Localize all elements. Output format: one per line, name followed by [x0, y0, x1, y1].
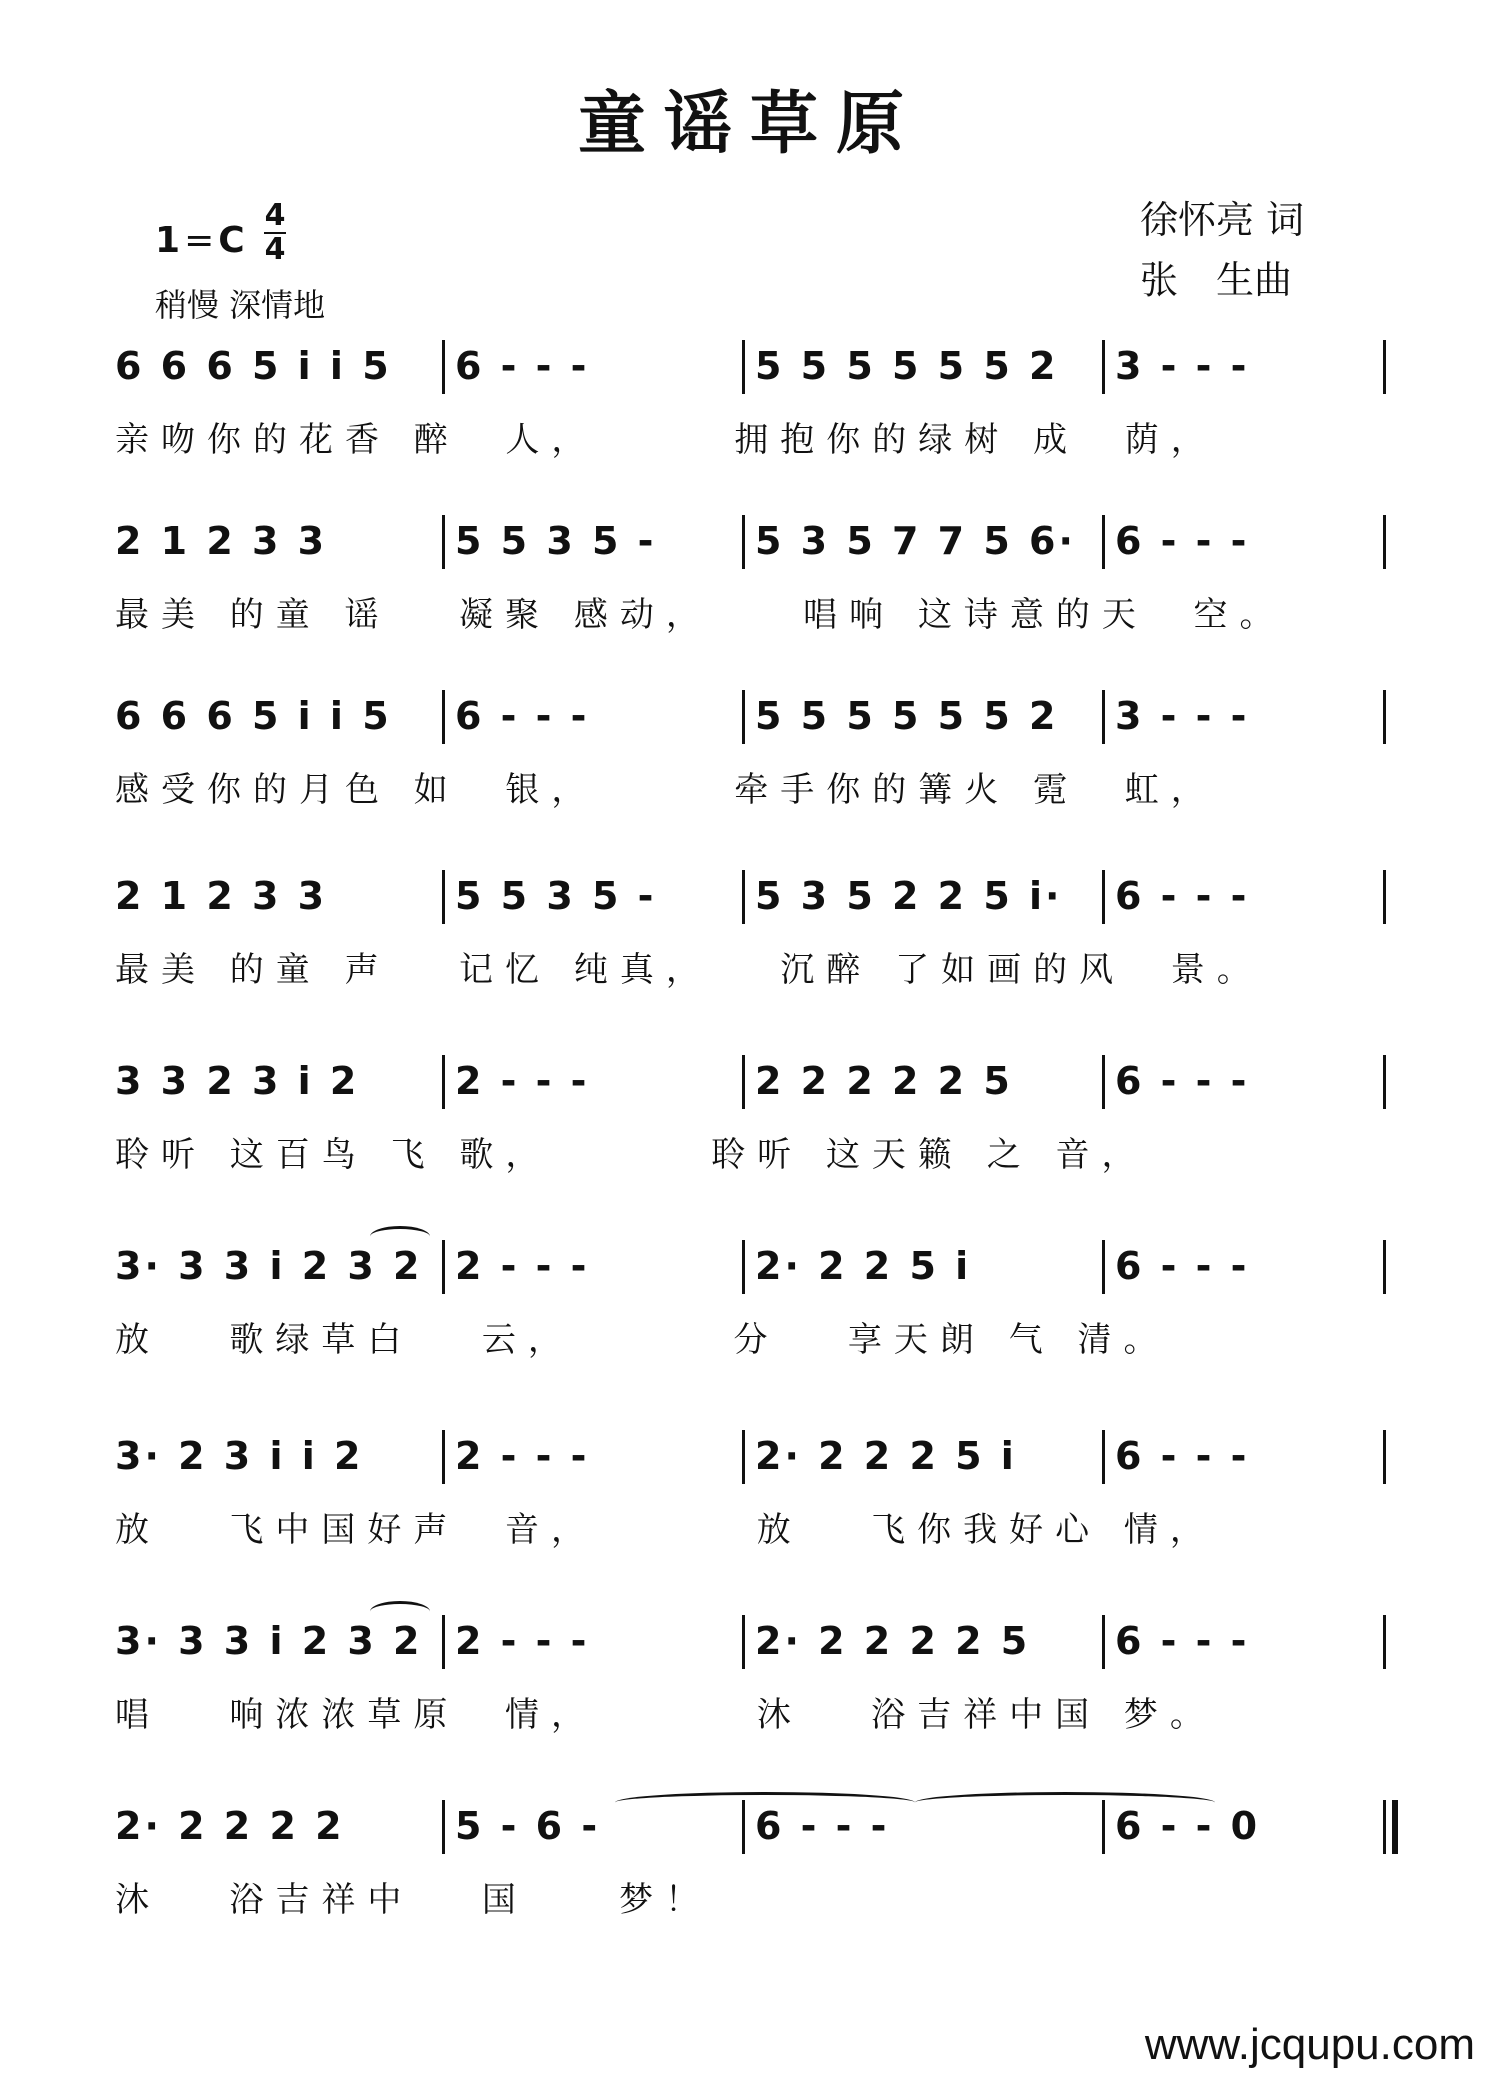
- measure: [755, 340, 1068, 410]
- score-line: [115, 1615, 1385, 1785]
- measure-notes: 6 - - -: [1115, 1434, 1250, 1478]
- measure-notes: 2 1 2 3 3: [115, 519, 328, 563]
- tie: [615, 1792, 915, 1813]
- measure: [455, 1055, 599, 1125]
- barline: [442, 340, 445, 394]
- measure: [115, 1240, 432, 1310]
- barline: [1383, 340, 1386, 394]
- lyrics-line: 沐 浴吉祥中 国 梦！: [115, 1880, 712, 1920]
- measure-notes: 6 - - -: [1115, 1244, 1250, 1288]
- lyrics-line: 最美 的童 声 记忆 纯真， 沉醉 了如画的风 景。: [115, 950, 1263, 990]
- notes-line: [115, 690, 1385, 760]
- lyrics-line: 唱 响浓浓草原 情， 沐 浴吉祥中国 梦。: [115, 1695, 1216, 1735]
- measure-notes: 2· 2 2 5 i: [755, 1244, 972, 1288]
- barline: [1383, 1430, 1386, 1484]
- website-watermark: www.jcqupu.com: [1144, 2020, 1475, 2069]
- measure: [455, 340, 599, 410]
- measure-notes: 6 - - -: [455, 694, 590, 738]
- measure: [455, 1615, 599, 1685]
- measure-notes: 3· 3 3 i 2 3 2: [115, 1619, 423, 1663]
- measure-notes: 6 - - -: [1115, 1059, 1250, 1103]
- measure: [1115, 515, 1259, 585]
- measure-notes: 5 5 5 5 5 5 2: [755, 344, 1059, 388]
- measure-notes: 2 - - -: [455, 1619, 590, 1663]
- measure: [115, 515, 337, 585]
- lyrics-line: 最美 的童 谣 凝聚 感动， 唱响 这诗意的天 空。: [115, 595, 1286, 635]
- notes-line: [115, 515, 1385, 585]
- measure-notes: 5 - 6 -: [455, 1804, 601, 1848]
- measure-notes: 2 - - -: [455, 1434, 590, 1478]
- measure-notes: 5 3 5 2 2 5 i·: [755, 874, 1063, 918]
- barline: [1102, 1240, 1105, 1294]
- lyrics-line: 感受你的月色 如 银， 牵手你的篝火 霓 虹，: [115, 770, 1217, 810]
- measure-notes: 6 - - -: [1115, 1619, 1250, 1663]
- measure: [115, 690, 402, 760]
- lyrics-line: 放 歌绿草白 云， 分 享天朗 气 清。: [115, 1320, 1170, 1360]
- measure: [455, 690, 599, 760]
- barline: [442, 1430, 445, 1484]
- measure-notes: 2 - - -: [455, 1059, 590, 1103]
- measure-notes: 5 3 5 7 7 5 6·: [755, 519, 1076, 563]
- measure-notes: 2 1 2 3 3: [115, 874, 328, 918]
- measure: [1115, 870, 1259, 940]
- barline: [442, 1800, 445, 1854]
- barline: [1102, 690, 1105, 744]
- barline: [742, 1615, 745, 1669]
- barline: [742, 1430, 745, 1484]
- measure: [455, 870, 666, 940]
- barline: [1383, 690, 1386, 744]
- measure-notes: 3 3 2 3 i 2: [115, 1059, 360, 1103]
- measure: [455, 1430, 599, 1500]
- notes-line: [115, 1055, 1385, 1125]
- measure-notes: 2· 2 2 2 5 i: [755, 1434, 1017, 1478]
- measure: [1115, 340, 1259, 410]
- measure: [455, 1800, 610, 1870]
- measure: [755, 870, 1072, 940]
- lyrics-line: 亲吻你的花香 醉 人， 拥抱你的绿树 成 荫，: [115, 420, 1217, 460]
- notes-line: [115, 1615, 1385, 1685]
- slur: [370, 1601, 430, 1622]
- measure: [1115, 690, 1259, 760]
- measure-notes: 2· 2 2 2 2 5: [755, 1619, 1031, 1663]
- measure: [755, 515, 1086, 585]
- measure-notes: 6 - - -: [1115, 874, 1250, 918]
- barline: [742, 340, 745, 394]
- notes-line: [115, 1430, 1385, 1500]
- measure: [455, 1240, 599, 1310]
- score-line: [115, 1240, 1385, 1410]
- measure: [755, 1055, 1023, 1125]
- score-line: [115, 1055, 1385, 1225]
- barline: [442, 870, 445, 924]
- barline: [442, 690, 445, 744]
- measure-notes: 2 - - -: [455, 1244, 590, 1288]
- slur: [370, 1226, 430, 1247]
- measure-notes: 3 - - -: [1115, 694, 1250, 738]
- barline: [742, 515, 745, 569]
- measure-notes: 2· 2 2 2 2: [115, 1804, 345, 1848]
- key-signature: 1 = C: [155, 220, 245, 261]
- barline: [442, 1240, 445, 1294]
- barline: [1383, 1240, 1386, 1294]
- credits: [1140, 190, 1304, 310]
- measure: [115, 1055, 369, 1125]
- measure: [115, 340, 402, 410]
- measure-notes: 6 - - -: [455, 344, 590, 388]
- measure: [755, 1240, 981, 1310]
- barline: [1102, 1615, 1105, 1669]
- notes-line: [115, 1240, 1385, 1310]
- barline: [1383, 1615, 1386, 1669]
- measure-notes: 6 6 6 5 i i 5: [115, 694, 392, 738]
- barline: [1102, 340, 1105, 394]
- measure-notes: 2 2 2 2 2 5: [755, 1059, 1013, 1103]
- measure-notes: 5 5 5 5 5 5 2: [755, 694, 1059, 738]
- score-line: [115, 1800, 1385, 1970]
- final-barline: [1383, 1800, 1398, 1854]
- notes-line: [115, 340, 1385, 410]
- barline: [1102, 515, 1105, 569]
- song-title: 童谣草原: [577, 84, 922, 164]
- measure-notes: 3· 2 3 i i 2: [115, 1434, 364, 1478]
- score-line: [115, 340, 1385, 510]
- score-line: [115, 870, 1385, 1040]
- barline: [1383, 870, 1386, 924]
- tie: [915, 1792, 1215, 1813]
- measure-notes: 6 6 6 5 i i 5: [115, 344, 392, 388]
- barline: [742, 870, 745, 924]
- tempo-marking: 稍慢 深情地: [155, 286, 326, 324]
- measure: [1115, 1615, 1259, 1685]
- measure: [455, 515, 666, 585]
- barline: [742, 1055, 745, 1109]
- measure-notes: 3· 3 3 i 2 3 2: [115, 1244, 423, 1288]
- score-line: [115, 690, 1385, 860]
- measure: [1115, 1430, 1259, 1500]
- lyrics-line: 聆听 这百鸟 飞 歌， 聆听 这天籁 之 音，: [115, 1135, 1148, 1175]
- barline: [742, 690, 745, 744]
- score-line: [115, 515, 1385, 685]
- measure: [1115, 1055, 1259, 1125]
- barline: [442, 1055, 445, 1109]
- score-line: [115, 1430, 1385, 1600]
- measure: [115, 1800, 355, 1870]
- measure-notes: 5 5 3 5 -: [455, 519, 657, 563]
- measure-notes: 6 - - 0: [1115, 1804, 1261, 1848]
- measure: [1115, 1240, 1259, 1310]
- barline: [1102, 1430, 1105, 1484]
- measure-notes: 5 5 3 5 -: [455, 874, 657, 918]
- barline: [442, 1615, 445, 1669]
- composer-credit: 张 生曲: [1140, 258, 1293, 302]
- barline: [442, 515, 445, 569]
- barline: [1383, 1055, 1386, 1109]
- lyrics-line: 放 飞中国好声 音， 放 飞你我好心 情，: [115, 1510, 1216, 1550]
- barline: [1102, 870, 1105, 924]
- barline: [742, 1240, 745, 1294]
- measure: [755, 1430, 1027, 1500]
- measure: [755, 1615, 1040, 1685]
- notes-line: [115, 870, 1385, 940]
- lyricist-credit: 徐怀亮 词: [1140, 198, 1305, 242]
- measure: [115, 1430, 373, 1500]
- measure-notes: 3 - - -: [1115, 344, 1250, 388]
- time-signature: 4 4: [264, 198, 286, 267]
- measure: [115, 1615, 432, 1685]
- measure: [755, 690, 1068, 760]
- barline: [1102, 1055, 1105, 1109]
- measure-notes: 6 - - -: [755, 1804, 890, 1848]
- measure-notes: 6 - - -: [1115, 519, 1250, 563]
- barline: [1383, 515, 1386, 569]
- measure: [115, 870, 337, 940]
